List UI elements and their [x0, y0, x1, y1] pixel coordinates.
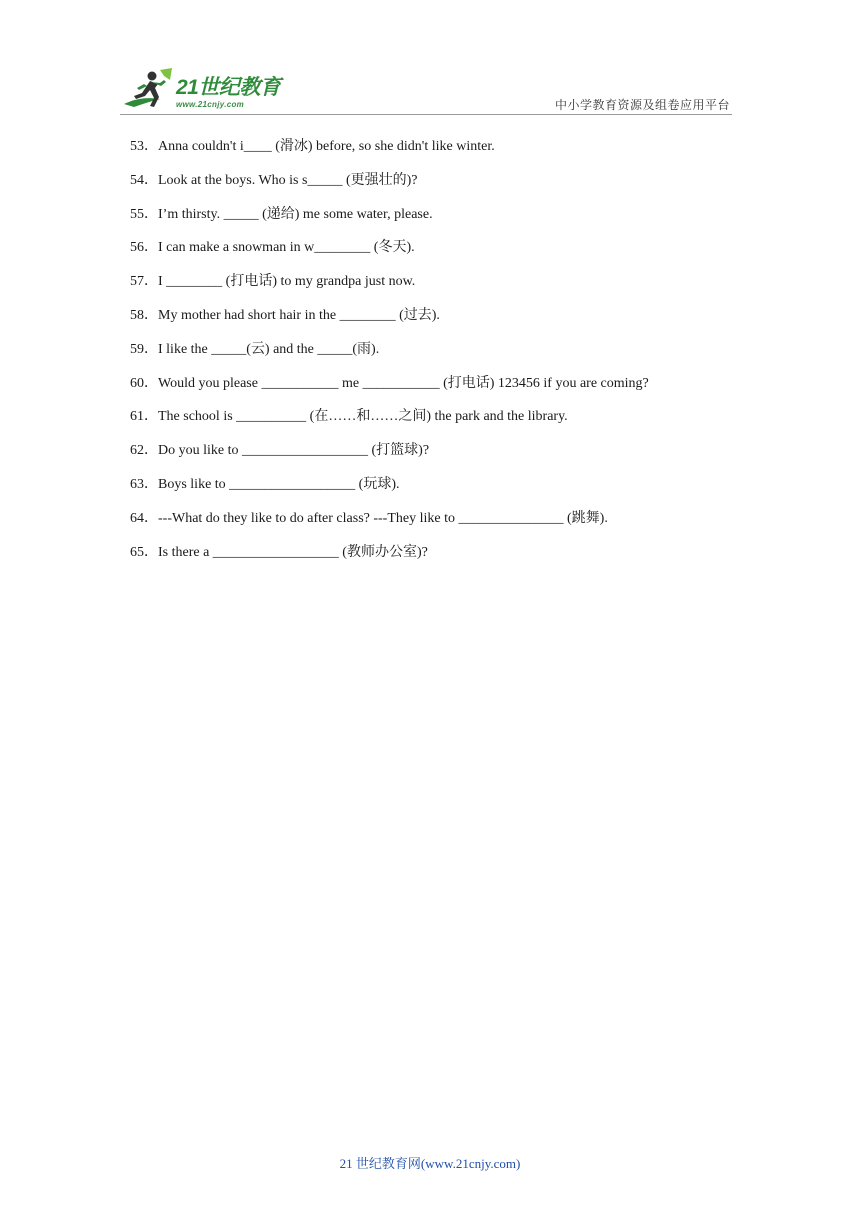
logo-text: 21世纪教育 — [176, 76, 281, 99]
site-logo[interactable] — [120, 66, 295, 112]
question-text: I ________ (打电话) to my grandpa just now. — [158, 274, 416, 290]
question-number: 60． — [130, 375, 158, 391]
question-53 — [130, 138, 750, 172]
question-list — [130, 138, 750, 577]
question-text: Anna couldn't i____ (滑冰) before, so she didn't like winter. — [158, 139, 495, 154]
question-text: ---What do they like to do after class? ---They like to _______________ (跳舞). — [158, 510, 608, 526]
question-64 — [130, 510, 750, 544]
question-65 — [130, 544, 750, 578]
question-number: 57． — [130, 274, 158, 290]
runner-logo-icon — [120, 66, 176, 112]
question-text: I can make a snowman in w________ (冬天). — [158, 240, 415, 256]
platform-title: 中小学教育资源及组卷应用平台 — [554, 98, 730, 112]
question-number: 61． — [130, 409, 158, 425]
question-number: 54． — [130, 172, 158, 188]
question-number: 55． — [130, 206, 158, 222]
question-text: My mother had short hair in the ________ (过去). — [158, 307, 440, 323]
question-60 — [130, 375, 750, 409]
question-63 — [130, 476, 750, 510]
question-55 — [130, 206, 750, 240]
question-number: 65． — [130, 544, 158, 560]
page-header — [120, 66, 732, 115]
question-59 — [130, 341, 750, 375]
question-number: 53． — [130, 139, 158, 154]
question-text: Do you like to __________________ (打篮球)? — [158, 443, 430, 459]
question-58 — [130, 307, 750, 341]
question-text: I like the _____(云) and the _____(雨). — [158, 341, 380, 357]
logo-url: www.21cnjy.com — [176, 100, 245, 109]
question-62 — [130, 442, 750, 476]
question-number: 56． — [130, 240, 158, 256]
question-54 — [130, 172, 750, 206]
question-number: 63． — [130, 476, 158, 492]
question-number: 62． — [130, 443, 158, 459]
question-number: 58． — [130, 307, 158, 323]
page-footer[interactable]: 21 世纪教育网(www.21cnjy.com) — [339, 1156, 521, 1171]
question-number: 64． — [130, 510, 158, 526]
question-text: The school is __________ (在……和……之间) the park and the library. — [158, 409, 568, 425]
question-text: I’m thirsty. _____ (递给) me some water, please. — [158, 206, 433, 222]
question-text: Boys like to __________________ (玩球). — [158, 476, 400, 492]
question-number: 59． — [130, 341, 158, 357]
question-text: Would you please ___________ me ___________ (打电话) 123456 if you are coming? — [158, 375, 649, 391]
question-text: Look at the boys. Who is s_____ (更强壮的)? — [158, 172, 418, 188]
question-text: Is there a __________________ (教师办公室)? — [158, 544, 428, 560]
question-56 — [130, 239, 750, 273]
question-61 — [130, 408, 750, 442]
question-57 — [130, 273, 750, 307]
